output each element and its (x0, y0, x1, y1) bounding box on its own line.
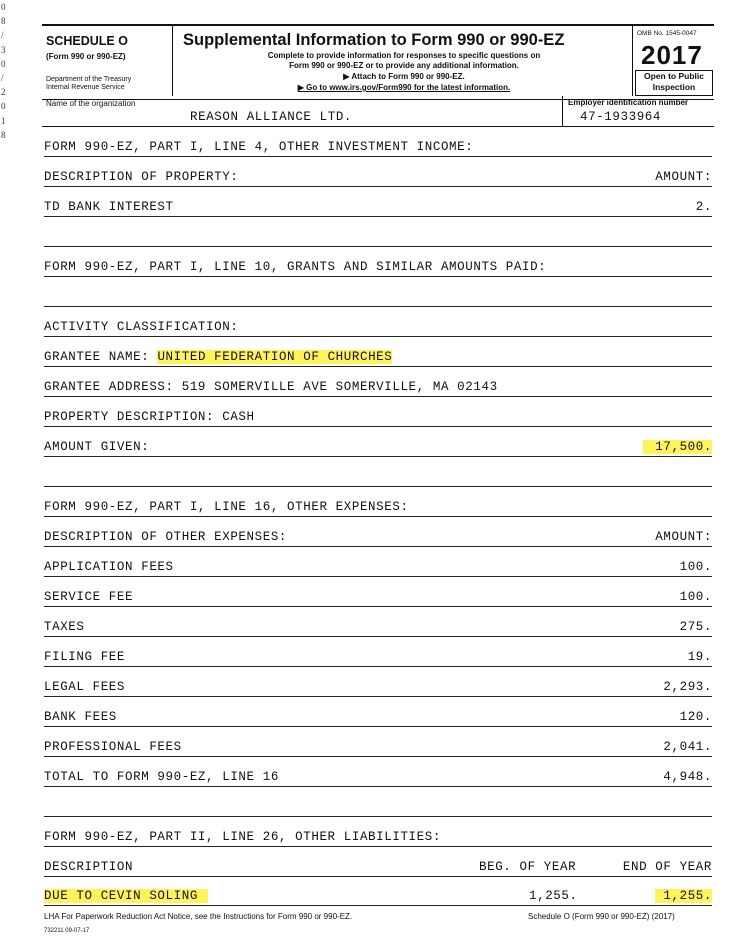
grantee-name: UNITED FEDERATION OF CHURCHES (157, 350, 393, 364)
section1-item-row (44, 197, 712, 219)
dept-line2: Internal Revenue Service (46, 84, 125, 91)
margin-char: / (1, 30, 4, 41)
section3-heading (44, 497, 712, 519)
expense-value: 100. (679, 560, 712, 574)
amount-given-value: 17,500. (643, 440, 712, 454)
margin-char: 0 (1, 2, 6, 12)
expense-line (44, 576, 712, 577)
section4-desc-label: DESCRIPTION (44, 860, 134, 874)
section1-heading-text: FORM 990-EZ, PART I, LINE 4, OTHER INVESTMENT INCOME: (44, 140, 474, 154)
section1-desc-label: DESCRIPTION OF PROPERTY: (44, 170, 239, 184)
footer-code: 732211 09-07-17 (44, 928, 90, 934)
expense-label: PROFESSIONAL FEES (44, 740, 182, 754)
section1-column-line (44, 186, 712, 187)
margin-char: 8 (1, 16, 6, 27)
expense-value: 2,293. (663, 680, 712, 694)
margin-char: 1 (1, 115, 6, 126)
property-line (44, 426, 712, 427)
expense-line (44, 696, 712, 697)
section4-column-heads (44, 857, 712, 879)
expense-label: TOTAL TO FORM 990-EZ, LINE 16 (44, 770, 279, 784)
section4-heading-text: FORM 990-EZ, PART II, LINE 26, OTHER LIABILITIES: (44, 830, 441, 844)
grantee-address: GRANTEE ADDRESS: 519 SOMERVILLE AVE SOMERVILLE, MA 02143 (44, 380, 498, 394)
grantee-address-row (44, 377, 712, 399)
section3-column-line (44, 546, 712, 547)
expense-line (44, 786, 712, 787)
margin-char: 0 (1, 58, 6, 69)
section4-heading-line (44, 846, 712, 847)
org-row-bottom-rule (42, 126, 714, 127)
margin-char: 3 (1, 44, 6, 55)
section4-column-line (44, 876, 712, 877)
margin-char: / (1, 73, 4, 83)
expense-label: FILING FEE (44, 650, 126, 664)
inspection: Inspection (652, 82, 696, 92)
schedule-label: SCHEDULE O (46, 34, 128, 48)
expense-row (44, 767, 712, 789)
expense-label: SERVICE FEE (44, 590, 134, 604)
blank-row (44, 287, 712, 309)
expense-row (44, 647, 712, 669)
expense-row (44, 707, 712, 729)
section1-item-label: TD BANK INTEREST (44, 200, 174, 214)
open-to-public: Open to Public (644, 71, 704, 81)
expense-line (44, 666, 712, 667)
header-right-divider (632, 26, 633, 96)
expense-line (44, 756, 712, 757)
expense-value: 4,948. (663, 770, 712, 784)
section2-heading-line (44, 276, 712, 277)
liability-row (44, 886, 712, 908)
blank-line (44, 816, 712, 817)
org-name: REASON ALLIANCE LTD. (190, 110, 353, 124)
section2-heading-text: FORM 990-EZ, PART I, LINE 10, GRANTS AND SIMILAR AMOUNTS PAID: (44, 260, 547, 274)
blank-line (44, 486, 712, 487)
section3-amount-label: AMOUNT: (655, 530, 712, 544)
section4-heading (44, 827, 712, 849)
form-ref: (Form 990 or 990-EZ) (46, 52, 126, 61)
amount-given-row (44, 437, 712, 459)
blank-row (44, 797, 712, 819)
ein-value: 47-1933964 (580, 110, 662, 124)
section1-item-value: 2. (695, 200, 712, 214)
section3-heading-text: FORM 990-EZ, PART I, LINE 16, OTHER EXPENSES: (44, 500, 409, 514)
liability-line (44, 905, 712, 906)
amount-given-line (44, 456, 712, 457)
expense-label: LEGAL FEES (44, 680, 126, 694)
activity-line (44, 336, 712, 337)
org-name-label: Name of the organization (46, 99, 136, 108)
liability-beg-value: 1,255. (529, 889, 578, 903)
margin-char: 0 (1, 101, 6, 112)
section1-amount-label: AMOUNT: (655, 170, 712, 184)
expense-value: 275. (679, 620, 712, 634)
margin-char: 2 (1, 87, 6, 98)
grantee-name-label: GRANTEE NAME: (44, 350, 150, 364)
expense-row (44, 587, 712, 609)
section4-beg-label: BEG. OF YEAR (479, 860, 577, 874)
instructions-2: Form 990 or 990-EZ or to provide any additional information. (289, 61, 519, 70)
section4-end-label: END OF YEAR (622, 860, 712, 874)
section1-item-line (44, 216, 712, 217)
blank-row (44, 227, 712, 249)
section3-heading-line (44, 516, 712, 517)
section1-heading-line (44, 156, 712, 157)
liability-end-value: 1,255. (655, 889, 712, 903)
expense-line (44, 636, 712, 637)
omb-number: OMB No. 1545-0047 (637, 30, 697, 37)
activity-row (44, 317, 712, 339)
activity-label: ACTIVITY CLASSIFICATION: (44, 320, 239, 334)
grantee-address-line (44, 396, 712, 397)
expense-value: 19. (687, 650, 712, 664)
expense-row (44, 677, 712, 699)
ein-divider (562, 96, 563, 126)
lha-notice: LHA For Paperwork Reduction Act Notice, see the Instructions for Form 990 or 990-EZ. (44, 912, 353, 921)
section1-column-heads (44, 167, 712, 189)
tax-year: 2017 (641, 40, 703, 70)
expense-value: 2,041. (663, 740, 712, 754)
grantee-name-line (44, 366, 712, 367)
ein-label: Employer identification number (568, 98, 689, 107)
blank-line (44, 246, 712, 247)
header-left-divider (172, 26, 173, 96)
property-row (44, 407, 712, 429)
instructions-4[interactable]: ▶ Go to www.irs.gov/Form990 for the latest information. (297, 83, 511, 92)
section3-column-heads (44, 527, 712, 549)
amount-given-label: AMOUNT GIVEN: (44, 440, 150, 454)
expense-label: BANK FEES (44, 710, 117, 724)
expense-label: APPLICATION FEES (44, 560, 174, 574)
section2-heading (44, 257, 712, 279)
expense-label: TAXES (44, 620, 85, 634)
property-description: PROPERTY DESCRIPTION: CASH (44, 410, 255, 424)
footer-schedule: Schedule O (Form 990 or 990-EZ) (2017) (528, 912, 675, 921)
dept-line1: Department of the Treasury (46, 76, 132, 83)
expense-row (44, 557, 712, 579)
expense-value: 120. (679, 710, 712, 724)
section1-heading (44, 137, 712, 159)
liability-label: DUE TO CEVIN SOLING (44, 889, 208, 903)
section3-desc-label: DESCRIPTION OF OTHER EXPENSES: (44, 530, 288, 544)
form-title: Supplemental Information to Form 990 or 990-EZ (183, 31, 565, 49)
blank-line (44, 306, 712, 307)
expense-line (44, 726, 712, 727)
grantee-name-row (44, 347, 712, 369)
instructions-3: ▶ Attach to Form 990 or 990-EZ. (343, 72, 465, 81)
margin-char: 8 (1, 129, 6, 140)
instructions-1: Complete to provide information for responses to specific questions on (267, 51, 541, 60)
expense-row (44, 617, 712, 639)
expense-line (44, 606, 712, 607)
blank-row (44, 467, 712, 489)
expense-value: 100. (679, 590, 712, 604)
expense-row (44, 737, 712, 759)
